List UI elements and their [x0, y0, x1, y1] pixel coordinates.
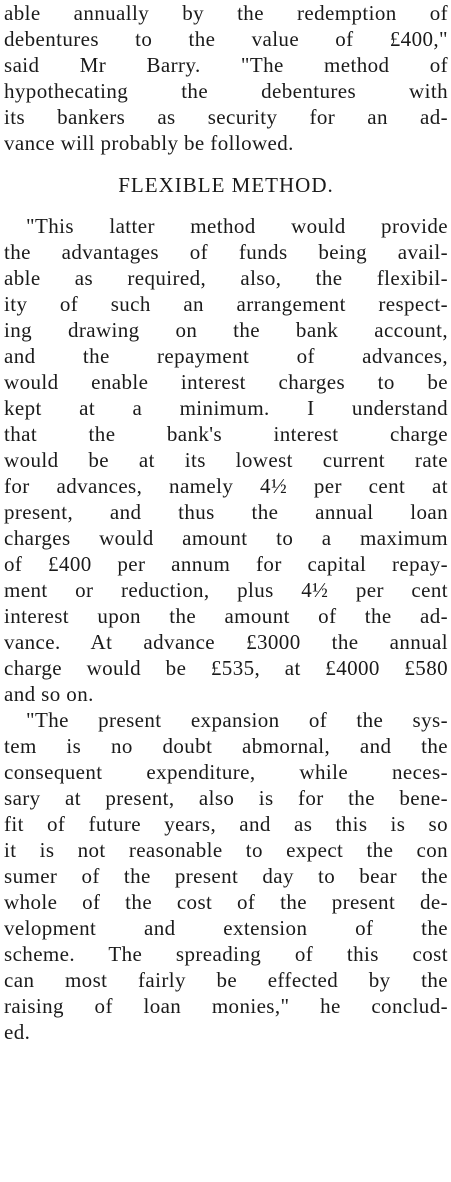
text-line: debentures to the value of £400,"	[4, 27, 448, 51]
text-line: its bankers as security for an ad-	[4, 105, 448, 129]
text-line: sary at present, also is for the bene-	[4, 786, 448, 810]
text-line: can most fairly be effected by the	[4, 968, 448, 992]
text-line: would be at its lowest current rate	[4, 448, 448, 472]
section-heading: FLEXIBLE METHOD.	[118, 173, 334, 197]
text-line: charges would amount to a maximum	[4, 526, 448, 550]
text-line: raising of loan monies," he conclud-	[4, 994, 448, 1018]
text-line: tem is no doubt abmornal, and the	[4, 734, 448, 758]
text-line: vance will probably be followed.	[4, 131, 294, 155]
text-line: that the bank's interest charge	[4, 422, 448, 446]
paragraph-flexible-method	[4, 213, 448, 707]
text-line: ing drawing on the bank account,	[4, 318, 448, 342]
text-line: ity of such an arrangement respect-	[4, 292, 448, 316]
text-line: would enable interest charges to be	[4, 370, 448, 394]
text-line: and the repayment of advances,	[4, 344, 448, 368]
text-line: velopment and extension of the	[4, 916, 448, 940]
text-line: scheme. The spreading of this cost	[4, 942, 448, 966]
text-line: fit of future years, and as this is so	[4, 812, 448, 836]
paragraph-redemption	[4, 0, 448, 156]
text-line: sumer of the present day to bear the	[4, 864, 448, 888]
text-line: and so on.	[4, 682, 94, 706]
text-line: charge would be £535, at £4000 £580	[4, 656, 448, 680]
text-line: "The present expansion of the sys-	[26, 708, 448, 732]
text-line: whole of the cost of the present de-	[4, 890, 448, 914]
text-line: "This latter method would provide	[26, 214, 448, 238]
paragraph-expansion	[4, 707, 448, 1045]
text-line: kept at a minimum. I understand	[4, 396, 448, 420]
text-line: it is not reasonable to expect the con	[4, 838, 448, 862]
text-line: for advances, namely 4½ per cent at	[4, 474, 448, 498]
text-line: hypothecating the debentures with	[4, 79, 448, 103]
text-line: present, and thus the annual loan	[4, 500, 448, 524]
text-line: ed.	[4, 1020, 31, 1044]
text-line: said Mr Barry. "The method of	[4, 53, 448, 77]
article-column	[4, 0, 448, 1045]
text-line: ment or reduction, plus 4½ per cent	[4, 578, 448, 602]
text-line: able as required, also, the flexibil-	[4, 266, 448, 290]
text-line: the advantages of funds being avail-	[4, 240, 448, 264]
text-line: able annually by the redemption of	[4, 1, 448, 25]
text-line: consequent expenditure, while neces-	[4, 760, 448, 784]
text-line: interest upon the amount of the ad-	[4, 604, 448, 628]
text-line: of £400 per annum for capital repay-	[4, 552, 448, 576]
text-line: vance. At advance £3000 the annual	[4, 630, 448, 654]
